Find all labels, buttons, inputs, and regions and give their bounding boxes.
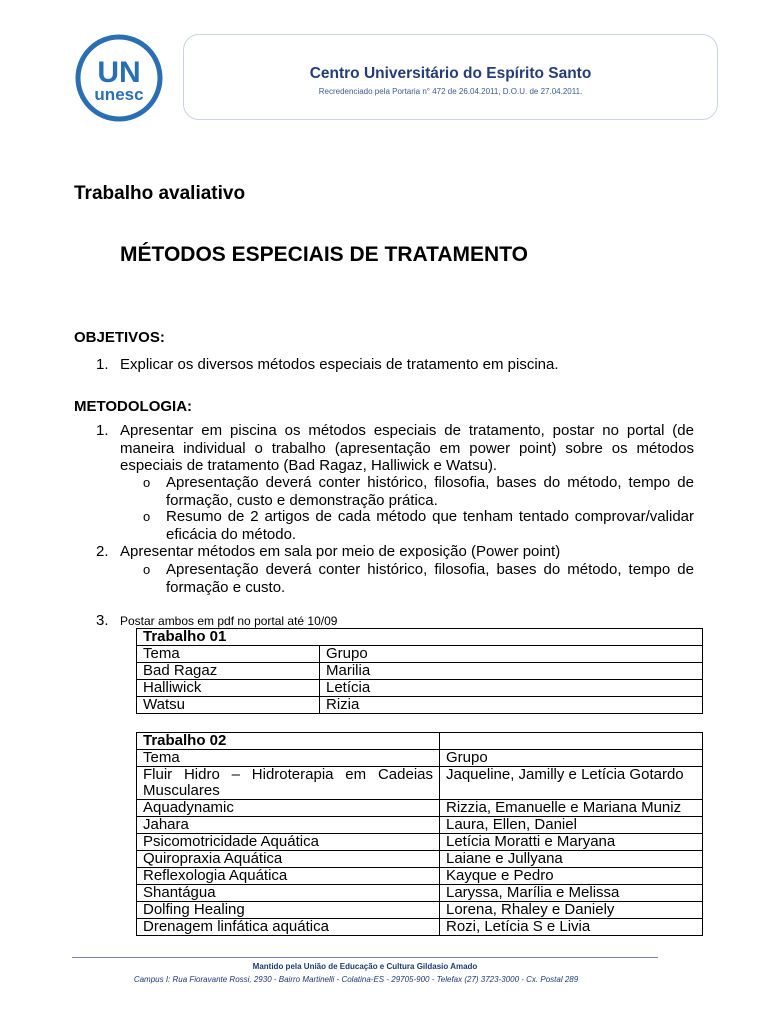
metodologia-text-3: Postar ambos em pdf no portal até 10/09: [120, 614, 338, 628]
metodologia-number-2: 2.: [96, 543, 109, 560]
footer-divider: [72, 957, 658, 958]
header-box: [183, 34, 718, 120]
unesc-logo: [73, 34, 165, 122]
cell-tema: Psicomotricidade Aquática: [137, 834, 440, 851]
cell-grupo: Lorena, Rhaley e Daniely: [440, 902, 703, 919]
document-type: Trabalho avaliativo: [74, 183, 246, 204]
cell-grupo: Letícia Moratti e Maryana: [440, 834, 703, 851]
cell-tema: Quiropraxia Aquática: [137, 851, 440, 868]
cell-tema: Reflexologia Aquática: [137, 868, 440, 885]
table-row: [137, 868, 703, 885]
table-title-row: [137, 629, 703, 646]
metodologia-text-1: Apresentar em piscina os métodos especiais de tratamento, postar no portal (de maneira individual o trabalho (apresentação em power point) sobre os métodos especiais de tratamento (Bad Ragaz, Halliwick e Watsu).: [120, 422, 694, 474]
cell-tema: Shantágua: [137, 885, 440, 902]
bullet-marker: o: [143, 475, 151, 490]
bullet-marker: o: [143, 509, 151, 524]
cell-grupo: Laura, Ellen, Daniel: [440, 817, 703, 834]
table-row: [137, 851, 703, 868]
cell-tema: Fluir Hidro – Hidroterapia em Cadeias Musculares: [137, 767, 440, 800]
objetivos-heading: OBJETIVOS:: [74, 329, 165, 346]
metodologia-number-3: 3.: [96, 612, 109, 629]
table-trabalho-02: [136, 732, 703, 936]
table-row: [137, 885, 703, 902]
objetivo-number: 1.: [96, 356, 109, 373]
cell-tema: Halliwick: [137, 680, 320, 697]
table-title-row: [137, 733, 703, 750]
footer-maintainer: Mantido pela União de Educação e Cultura Gildasio Amado: [252, 962, 478, 971]
table-row: [137, 919, 703, 936]
cell-tema: Bad Ragaz: [137, 663, 320, 680]
cell-tema: Jahara: [137, 817, 440, 834]
metodologia-heading: METODOLOGIA:: [74, 398, 193, 415]
cell-grupo: Jaqueline, Jamilly e Letícia Gotardo: [440, 767, 703, 800]
cell-grupo: Rizia: [320, 697, 703, 714]
column-header-grupo: Grupo: [320, 646, 703, 663]
column-header-tema: Tema: [137, 750, 440, 767]
document-title: MÉTODOS ESPECIAIS DE TRATAMENTO: [120, 243, 528, 266]
table-title-empty-cell: [440, 733, 703, 750]
cell-tema: Watsu: [137, 697, 320, 714]
table-row: [137, 902, 703, 919]
metodologia-number-1: 1.: [96, 422, 109, 439]
table-header-row: [137, 750, 703, 767]
cell-grupo: Marilia: [320, 663, 703, 680]
logo-bottom-text: unesc: [94, 85, 144, 104]
column-header-grupo: Grupo: [440, 750, 703, 767]
table-header-row: [137, 646, 703, 663]
column-header-tema: Tema: [137, 646, 320, 663]
cell-tema: Dolfing Healing: [137, 902, 440, 919]
cell-grupo: Rizzia, Emanuelle e Mariana Muniz: [440, 800, 703, 817]
metodologia-bullet-1-2: Resumo de 2 artigos de cada método que tenham tentado comprovar/validar eficácia do método.: [166, 508, 694, 543]
institution-name: Centro Universitário do Espírito Santo: [309, 65, 592, 82]
metodologia-bullet-1-1: Apresentação deverá conter histórico, filosofia, bases do método, tempo de formação, custo e demonstração prática.: [166, 474, 694, 509]
table-title: Trabalho 01: [137, 629, 703, 646]
bullet-marker: o: [143, 562, 151, 577]
objetivo-text: Explicar os diversos métodos especiais de tratamento em piscina.: [120, 356, 559, 373]
footer-address: Campus I: Rua Fioravante Rossi, 2930 - Bairro Martinelli - Colatina-ES - 29705-900 - Telefax (27) 3723-3000 - Cx. Postal 289: [133, 975, 579, 984]
table-row: [137, 697, 703, 714]
cell-grupo: Letícia: [320, 680, 703, 697]
table-row: [137, 800, 703, 817]
cell-grupo: Laryssa, Marília e Melissa: [440, 885, 703, 902]
metodologia-text-2: Apresentar métodos em sala por meio de exposição (Power point): [120, 543, 561, 560]
accreditation-text: Recredenciado pela Portaria n° 472 de 26.04.2011, D.O.U. de 27.04.2011.: [318, 87, 583, 96]
table-row: [137, 680, 703, 697]
table-row: [137, 663, 703, 680]
table-title: Trabalho 02: [137, 733, 440, 750]
logo-top-text: UN: [97, 56, 141, 89]
table-row: [137, 767, 703, 800]
cell-grupo: Rozi, Letícia S e Livia: [440, 919, 703, 936]
cell-grupo: Kayque e Pedro: [440, 868, 703, 885]
cell-grupo: Laiane e Jullyana: [440, 851, 703, 868]
metodologia-bullet-2-1: Apresentação deverá conter histórico, filosofia, bases do método, tempo de formação e custo.: [166, 561, 694, 596]
cell-tema: Aquadynamic: [137, 800, 440, 817]
cell-tema: Drenagem linfática aquática: [137, 919, 440, 936]
table-row: [137, 834, 703, 851]
table-row: [137, 817, 703, 834]
table-trabalho-01: [136, 628, 703, 714]
